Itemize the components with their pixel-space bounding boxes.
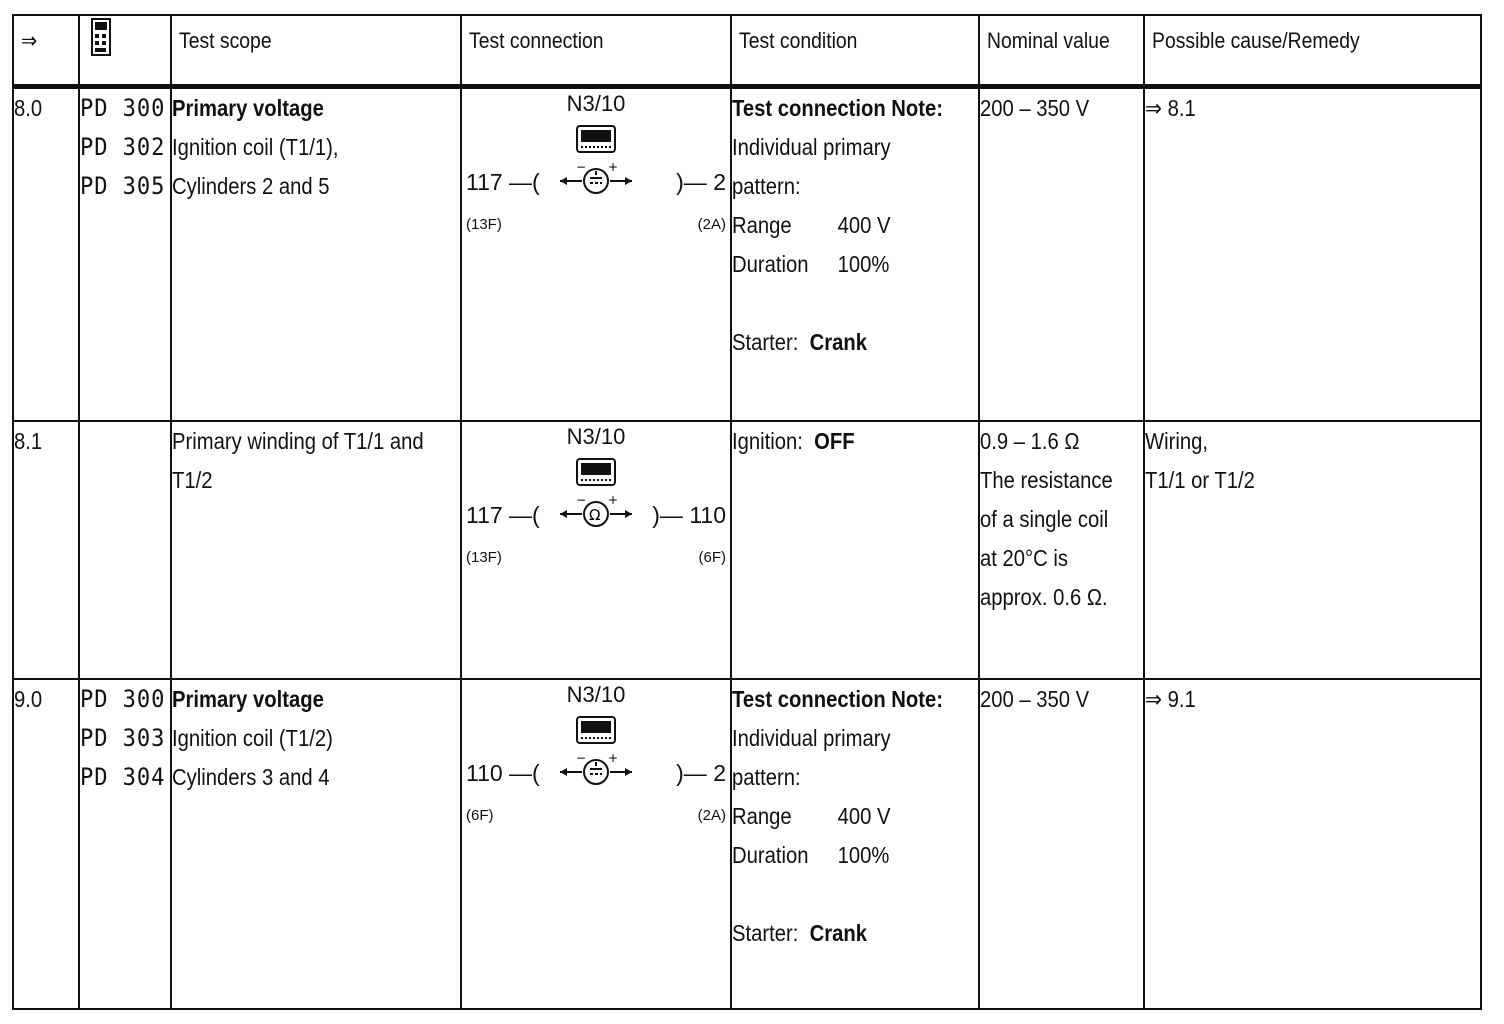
test-connection <box>461 421 731 679</box>
svg-text:−: − <box>576 161 587 174</box>
test-connection <box>461 679 731 1010</box>
test-condition <box>731 421 979 679</box>
right-pin: )— 2 <box>676 169 726 195</box>
condition-title: Test connection Note: <box>732 685 944 712</box>
test-connection <box>461 87 731 421</box>
duration-row: Duration 100% <box>732 251 890 277</box>
tester-codes <box>79 679 171 1010</box>
ignition-row: Ignition: OFF <box>732 427 855 454</box>
tester-code: PD 302 <box>80 133 166 161</box>
header-tester <box>79 15 171 87</box>
condition-line: pattern: <box>732 763 801 790</box>
tester-code: PD 303 <box>80 723 166 752</box>
possible-cause: Wiring, T1/1 or T1/2 <box>1144 421 1481 679</box>
tester-codes <box>79 87 171 421</box>
step-number: 8.1 <box>13 421 79 679</box>
condition-line: Individual primary <box>732 724 891 751</box>
duration-row: Duration 100% <box>732 841 890 868</box>
right-pin-sub: (6F) <box>698 548 726 566</box>
header-step <box>13 15 79 87</box>
left-pin: 117 —( <box>466 169 540 195</box>
svg-text:+: + <box>608 161 619 174</box>
connection-diagram <box>462 89 730 239</box>
right-pin: )— 2 <box>676 759 726 786</box>
condition-title: Test connection Note: <box>732 95 944 121</box>
tester-code: PD 300 <box>80 94 166 122</box>
table-row <box>13 421 1481 679</box>
svg-text:+: + <box>608 751 619 765</box>
condition-line: Individual primary <box>732 134 891 160</box>
header-test-condition: Test condition <box>731 15 979 87</box>
possible-cause: ⇒ 9.1 <box>1144 679 1481 1010</box>
condition-line: pattern: <box>732 173 801 199</box>
range-row: Range 400 V <box>732 212 891 238</box>
step-number: 9.0 <box>13 679 79 1010</box>
range-row: Range 400 V <box>732 802 891 829</box>
table-row <box>13 87 1481 421</box>
right-pin-sub: (2A) <box>697 806 726 824</box>
multimeter-icon <box>576 458 616 486</box>
header-test-scope: Test scope <box>171 15 461 87</box>
header-row <box>13 15 1481 87</box>
header-possible-cause: Possible cause/Remedy <box>1144 15 1481 87</box>
scope-line: T1/2 <box>172 466 213 493</box>
connection-diagram <box>462 680 730 830</box>
scope-line: Ignition coil (T1/2) <box>172 724 333 751</box>
svg-text:−: − <box>576 493 587 507</box>
scope-title: Primary voltage <box>172 95 324 121</box>
possible-cause: ⇒ 8.1 <box>1144 87 1481 421</box>
right-pin: )— 110 <box>652 501 726 528</box>
device-label: N3/10 <box>566 91 626 116</box>
scope-line: Primary winding of T1/1 and <box>172 427 424 454</box>
left-pin: 110 —( <box>466 759 540 786</box>
device-label: N3/10 <box>566 423 626 449</box>
left-pin-sub: (6F) <box>466 806 494 824</box>
scope-line: Ignition coil (T1/1), <box>172 134 339 160</box>
header-test-connection: Test connection <box>461 15 731 87</box>
svg-text:−: − <box>576 751 587 765</box>
nominal-value: 200 – 350 V <box>979 679 1144 1010</box>
tester-device-icon <box>90 18 112 56</box>
ohm-symbol-icon <box>558 494 634 530</box>
test-scope <box>171 87 461 421</box>
nominal-value: 0.9 – 1.6 Ω The resistance of a single coil at 20°C is approx. 0.6 Ω. <box>979 421 1144 679</box>
device-label: N3/10 <box>566 681 626 707</box>
connection-diagram <box>462 422 730 572</box>
tester-code: PD 304 <box>80 762 166 791</box>
scope-line: Cylinders 3 and 4 <box>172 763 330 790</box>
test-condition <box>731 87 979 421</box>
svg-text:Ω: Ω <box>589 505 601 524</box>
left-pin: 117 —( <box>466 501 540 528</box>
scope-line: Cylinders 2 and 5 <box>172 173 330 199</box>
test-table <box>12 14 1482 1010</box>
test-scope <box>171 421 461 679</box>
svg-text:+: + <box>608 493 619 507</box>
tester-codes <box>79 421 171 679</box>
starter-row: Starter: Crank <box>732 329 867 355</box>
table-row <box>13 679 1481 1010</box>
starter-row: Starter: Crank <box>732 919 867 946</box>
voltage-symbol-icon <box>558 161 634 197</box>
nominal-value: 200 – 350 V <box>979 87 1144 421</box>
tester-code: PD 300 <box>80 684 166 713</box>
step-number: 8.0 <box>13 87 79 421</box>
test-condition <box>731 679 979 1010</box>
tester-code: PD 305 <box>80 172 166 200</box>
scope-title: Primary voltage <box>172 685 324 712</box>
test-scope <box>171 679 461 1010</box>
left-pin-sub: (13F) <box>466 216 502 233</box>
left-pin-sub: (13F) <box>466 548 502 566</box>
header-nominal-value: Nominal value <box>979 15 1144 87</box>
arrow-icon: ⇒ <box>21 28 38 53</box>
multimeter-icon <box>576 125 616 153</box>
voltage-symbol-icon <box>558 752 634 788</box>
right-pin-sub: (2A) <box>697 216 726 233</box>
multimeter-icon <box>576 716 616 744</box>
